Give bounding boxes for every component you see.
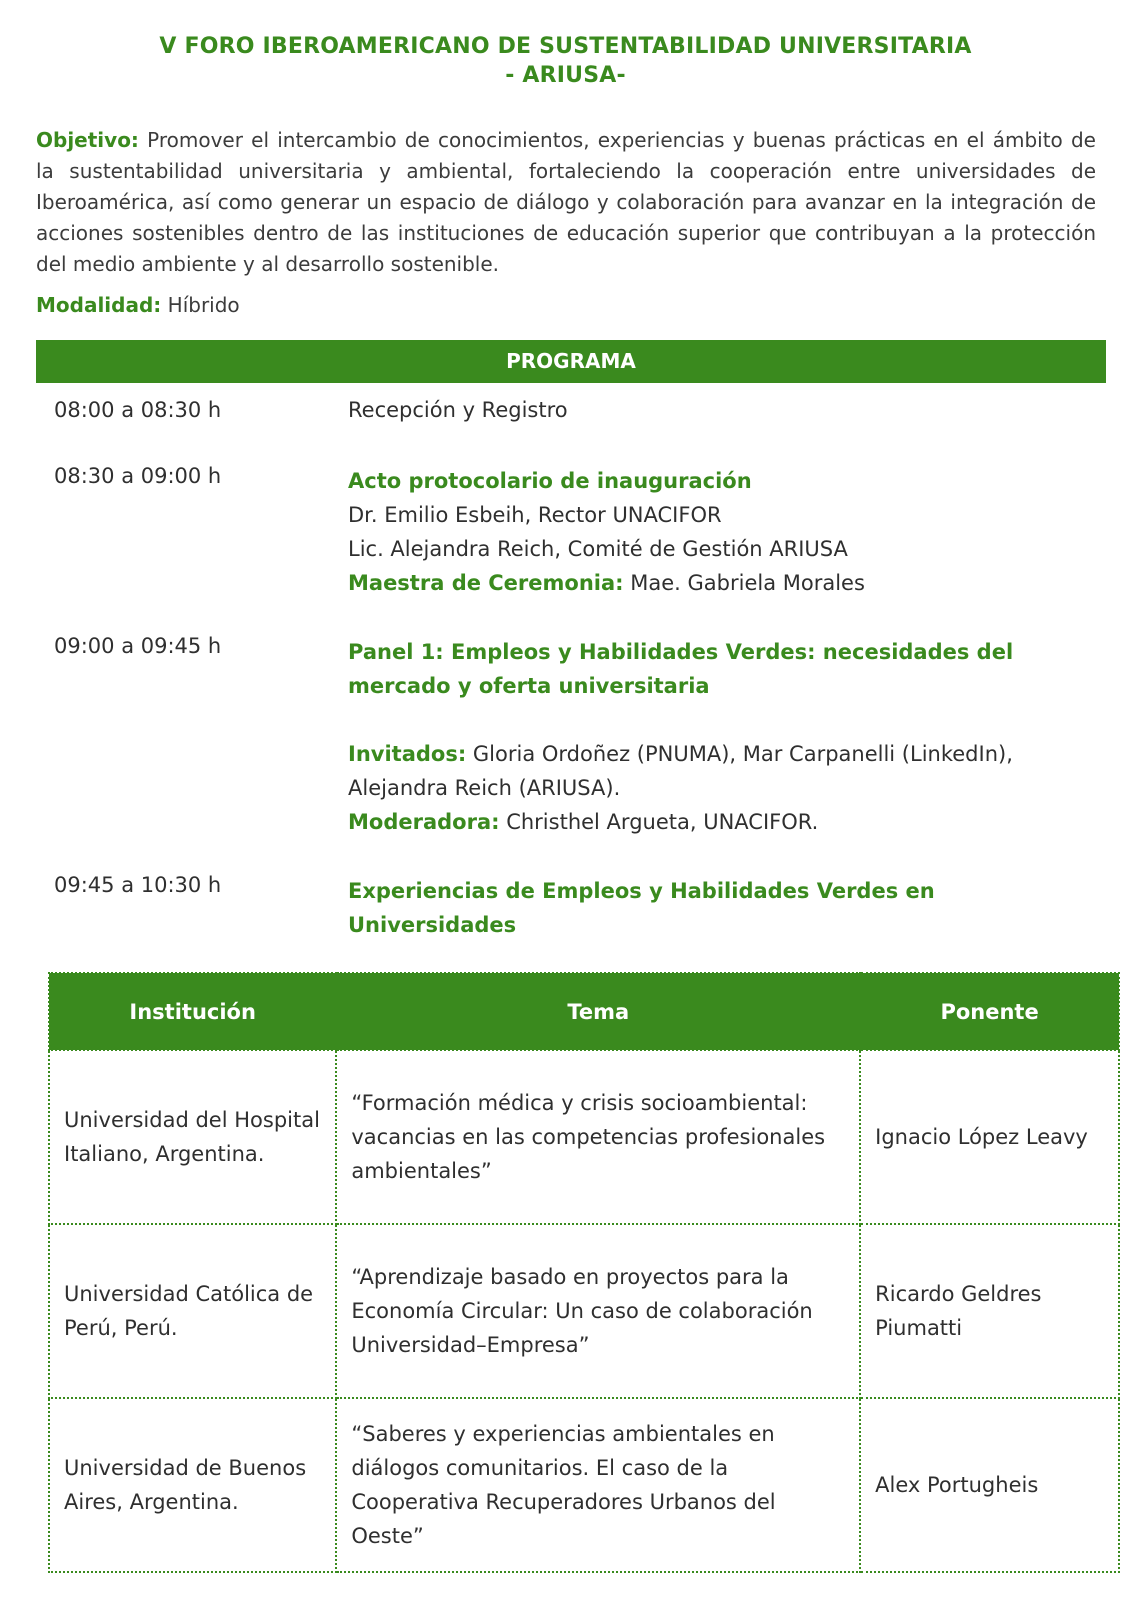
program-header-bar: PROGRAMA <box>36 340 1106 383</box>
table-row <box>49 1398 1119 1572</box>
objective-label: Objetivo: <box>36 128 139 152</box>
moderator-value: Christhel Argueta, UNACIFOR. <box>506 810 819 834</box>
column-header-institucion: Institución <box>49 973 336 1050</box>
schedule-item-experiences <box>348 874 1008 942</box>
mc-line <box>348 566 1088 600</box>
table-row <box>49 1224 1119 1398</box>
talks-table <box>48 972 1120 1573</box>
cell-institucion: Universidad de Buenos Aires, Argentina. <box>49 1398 336 1572</box>
cell-tema: “Saberes y experiencias ambientales en diálogos comunitarios. El caso de la Cooperativa Recuperadores Urbanos del Oeste” <box>336 1398 860 1572</box>
cell-tema: “Formación médica y crisis socioambiental: vacancias en las competencias profesionales ambientales” <box>336 1050 860 1224</box>
schedule-item-panel-1 <box>348 635 1068 839</box>
cell-ponente: Ignacio López Leavy <box>860 1050 1119 1224</box>
schedule-line: Dr. Emilio Esbeih, Rector UNACIFOR <box>348 503 722 527</box>
schedule-heading: Experiencias de Empleos y Habilidades Verdes en Universidades <box>348 879 935 937</box>
modality-value: Híbrido <box>167 293 240 317</box>
cell-institucion: Universidad Católica de Perú, Perú. <box>49 1224 336 1398</box>
column-header-ponente: Ponente <box>860 973 1119 1050</box>
cell-institucion: Universidad del Hospital Italiano, Argentina. <box>49 1050 336 1224</box>
schedule-heading: Panel 1: Empleos y Habilidades Verdes: necesidades del mercado y oferta universitaria <box>348 640 1014 698</box>
table-header-row <box>49 973 1119 1050</box>
moderator-line <box>348 805 1068 839</box>
cell-ponente: Ricardo Geldres Piumatti <box>860 1224 1119 1398</box>
mc-value: Mae. Gabriela Morales <box>630 571 865 595</box>
cell-ponente: Alex Portugheis <box>860 1398 1119 1572</box>
column-header-tema: Tema <box>336 973 860 1050</box>
schedule-time: 09:00 a 09:45 h <box>54 634 222 658</box>
document-subtitle: - ARIUSA- <box>505 63 626 88</box>
schedule-time: 08:00 a 08:30 h <box>54 398 222 422</box>
modality-label: Modalidad: <box>36 293 162 317</box>
moderator-label: Moderadora: <box>348 810 500 834</box>
schedule-text: Recepción y Registro <box>348 398 568 422</box>
mc-label: Maestra de Ceremonia: <box>348 571 624 595</box>
schedule-time: 09:45 a 10:30 h <box>54 873 222 897</box>
schedule-time: 08:30 a 09:00 h <box>54 464 222 488</box>
cell-tema: “Aprendizaje basado en proyectos para la Economía Circular: Un caso de colaboración Universidad–Empresa” <box>336 1224 860 1398</box>
guests-line <box>348 737 1068 805</box>
schedule-heading: Acto protocolario de inauguración <box>348 469 752 493</box>
schedule-line: Lic. Alejandra Reich, Comité de Gestión ARIUSA <box>348 537 848 561</box>
modality-line <box>36 293 240 317</box>
table-row <box>49 1050 1119 1224</box>
schedule-item-inauguration <box>348 464 1088 600</box>
objective-paragraph <box>36 125 1096 280</box>
guests-value: Gloria Ordoñez (PNUMA), Mar Carpanelli (LinkedIn), Alejandra Reich (ARIUSA). <box>348 742 1013 800</box>
document-title: V FORO IBEROAMERICANO DE SUSTENTABILIDAD UNIVERSITARIA <box>159 34 972 59</box>
guests-label: Invitados: <box>348 742 467 766</box>
schedule-item-registration <box>348 393 1088 427</box>
objective-text: Promover el intercambio de conocimientos, experiencias y buenas prácticas en el ámbito de la sustentabilidad universitaria y ambiental, fortaleciendo la cooperación entre universidades de Iberoamérica, así como generar un espacio de diálogo y colaboración para avanzar en la integración de acciones sostenibles dentro de las instituciones de educación superior que contribuyan a la protección del medio ambiente y al desarrollo sostenible. <box>36 128 1096 276</box>
